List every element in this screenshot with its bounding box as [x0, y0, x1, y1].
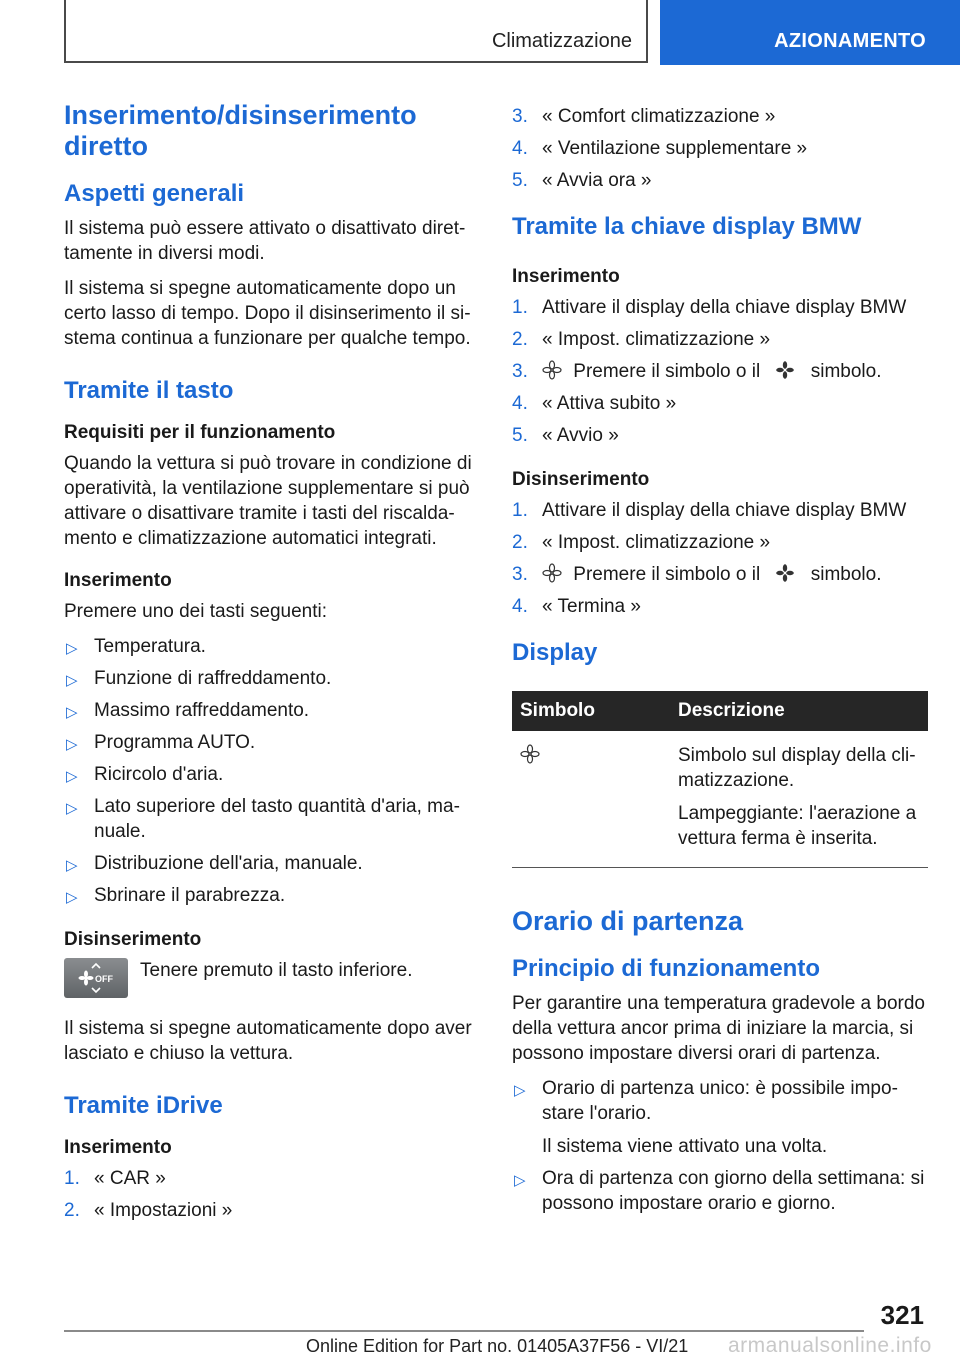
fan-filled-icon [775, 360, 795, 380]
list-item: 2. « Impostazioni » [64, 1200, 233, 1221]
header-section-box [64, 0, 648, 63]
heading-switch-on: Inserimento [64, 570, 172, 591]
display-symbol-table [512, 691, 928, 868]
heading-general: Aspetti generali [64, 180, 245, 207]
fan-off-button-image [64, 958, 128, 998]
heading-via-key: Tramite la chiave display BMW [512, 213, 862, 240]
svg-text:OFF: OFF [95, 974, 113, 984]
fan-filled-icon [775, 563, 795, 583]
step-number: 5. [512, 425, 528, 446]
left-column [64, 100, 476, 1243]
right-column [512, 100, 928, 1236]
chapter-title: AZIONAMENTO [774, 30, 926, 52]
step-number: 5. [512, 170, 528, 191]
list-item: 5. « Avvia ora » [512, 170, 652, 191]
watermark-text: armanualsonline.info [728, 1334, 932, 1357]
edition-text: Online Edition for Part no. 01405A37F56 - VI/21 [306, 1336, 689, 1356]
table-header-symbol: Simbolo [512, 691, 678, 731]
step-number: 2. [512, 532, 528, 553]
general-paragraph-1: Il sistema può essere attivato o disattivato diret-tamente in diversi modi. [64, 218, 466, 264]
chapter-tab[interactable] [660, 0, 960, 65]
table-cell-description [678, 731, 928, 868]
list-item: ▷ Distribuzione dell'aria, manuale. [64, 851, 476, 876]
key-off-steps [512, 498, 928, 619]
triangle-bullet-icon: ▷ [66, 704, 78, 721]
triangle-bullet-icon: ▷ [66, 800, 78, 817]
list-item-note: Il sistema viene attivato una volta. [542, 1136, 828, 1157]
list-item: 2. « Impost. climatizzazione » [512, 532, 771, 553]
step-number: 4. [512, 596, 528, 617]
list-item: 2. « Impost. climatizzazione » [512, 329, 771, 350]
triangle-bullet-icon: ▷ [66, 768, 78, 785]
heading-via-button: Tramite il tasto [64, 377, 234, 404]
list-item: ▷ Programma AUTO. [64, 730, 476, 755]
page-number: 321 [880, 1300, 924, 1330]
fan-off-icon [64, 958, 128, 998]
list-item: 4. « Ventilazione supplementare » [512, 138, 808, 159]
heading-display: Display [512, 639, 598, 666]
list-item: 4. « Attiva subito » [512, 393, 677, 414]
list-item: ▷ Ricircolo d'aria. [64, 762, 476, 787]
list-item: 1. Attivare il display della chiave display BMW [512, 500, 907, 521]
departure-paragraph: Per garantire una temperatura gradevole a bordo della vettura ancor prima di iniziare la marcia, si possono impostare diversi orari di partenza. [512, 993, 925, 1064]
list-item: 3. Premere il simbolo o il simbolo. [512, 564, 882, 585]
fan-icon [520, 744, 540, 764]
idrive-steps-left [64, 1166, 476, 1223]
fan-icon [542, 360, 562, 380]
triangle-bullet-icon: ▷ [66, 857, 78, 874]
list-item: 1. « CAR » [64, 1168, 166, 1189]
list-item: 5. « Avvio » [512, 425, 619, 446]
table-header-description: Descrizione [678, 691, 928, 731]
triangle-bullet-icon: ▷ [66, 736, 78, 753]
triangle-bullet-icon: ▷ [66, 672, 78, 689]
triangle-bullet-icon: ▷ [66, 889, 78, 906]
list-item: ▷ Orario di partenza unico: è possibile impo-stare l'orario. Il sistema viene attivato una volta. [512, 1076, 928, 1159]
list-item: ▷ Massimo raffreddamento. [64, 698, 476, 723]
heading-function-principle: Principio di funzionamento [512, 955, 820, 982]
step-number: 4. [512, 138, 528, 159]
departure-list [512, 1076, 928, 1216]
section-title: Climatizzazione [491, 30, 632, 52]
list-item: ▷ Lato superiore del tasto quantità d'aria, ma-nuale. [66, 796, 460, 842]
table-cell-symbol [512, 731, 678, 868]
switch-off-text: Tenere premuto il tasto inferiore. [140, 960, 413, 981]
list-item: 3. Premere il simbolo o il simbolo. [512, 361, 882, 382]
heading-requirements: Requisiti per il funzionamento [64, 422, 336, 443]
switch-off-row [64, 958, 476, 1002]
footer-divider [64, 1330, 864, 1332]
heading-idrive-on: Inserimento [64, 1137, 172, 1158]
requirements-paragraph: Quando la vettura si può trovare in condizione di operatività, la ventilazione supplementare si può attivare o disattivare tramite i tasti del riscalda-mento e climatizzazione automatici integrati. [64, 453, 472, 549]
description-line-2: Lampeggiante: l'aerazione a vettura ferma è inserita. [678, 803, 917, 849]
switch-on-intro: Premere uno dei tasti seguenti: [64, 601, 327, 622]
key-on-steps [512, 295, 928, 448]
list-item: 4. « Termina » [512, 596, 641, 617]
heading-key-off: Disinserimento [512, 469, 650, 490]
step-number: 3. [512, 564, 528, 585]
step-number: 1. [512, 297, 528, 318]
list-item: ▷ Temperatura. [64, 634, 476, 659]
general-paragraph-2: Il sistema si spegne automaticamente dopo un certo lasso di tempo. Dopo il disinserimento il si-stema continua a funzionare per qualche tempo. [64, 278, 471, 349]
idrive-steps-right [512, 104, 928, 193]
heading-key-on: Inserimento [512, 266, 620, 287]
triangle-bullet-icon: ▷ [514, 1082, 526, 1099]
auto-off-paragraph: Il sistema si spegne automaticamente dopo aver lasciato e chiuso la vettura. [64, 1018, 472, 1064]
triangle-bullet-icon: ▷ [66, 640, 78, 657]
step-number: 2. [512, 329, 528, 350]
heading-departure-time: Orario di partenza [512, 906, 744, 936]
fan-icon [542, 563, 562, 583]
list-item: ▷ Funzione di raffreddamento. [64, 666, 476, 691]
step-number: 3. [512, 106, 528, 127]
table-row [512, 731, 928, 868]
list-item: 3. « Comfort climatizzazione » [512, 106, 776, 127]
step-number: 4. [512, 393, 528, 414]
step-number: 2. [64, 1200, 80, 1221]
heading-via-idrive: Tramite iDrive [64, 1092, 223, 1119]
heading-switch-off: Disinserimento [64, 929, 202, 950]
switch-on-list [64, 634, 476, 908]
list-item: ▷ Ora di partenza con giorno della settimana: si possono impostare orario e giorno. [514, 1168, 925, 1214]
step-number: 1. [512, 500, 528, 521]
step-number: 3. [512, 361, 528, 382]
list-item: 1. Attivare il display della chiave display BMW [512, 297, 907, 318]
step-number: 1. [64, 1168, 80, 1189]
heading-direct-switch: Inserimento/disinserimento diretto [64, 100, 417, 161]
triangle-bullet-icon: ▷ [514, 1172, 526, 1189]
description-line-1: Simbolo sul display della cli-matizzazione. [678, 745, 916, 791]
list-item: ▷ Sbrinare il parabrezza. [64, 883, 476, 908]
